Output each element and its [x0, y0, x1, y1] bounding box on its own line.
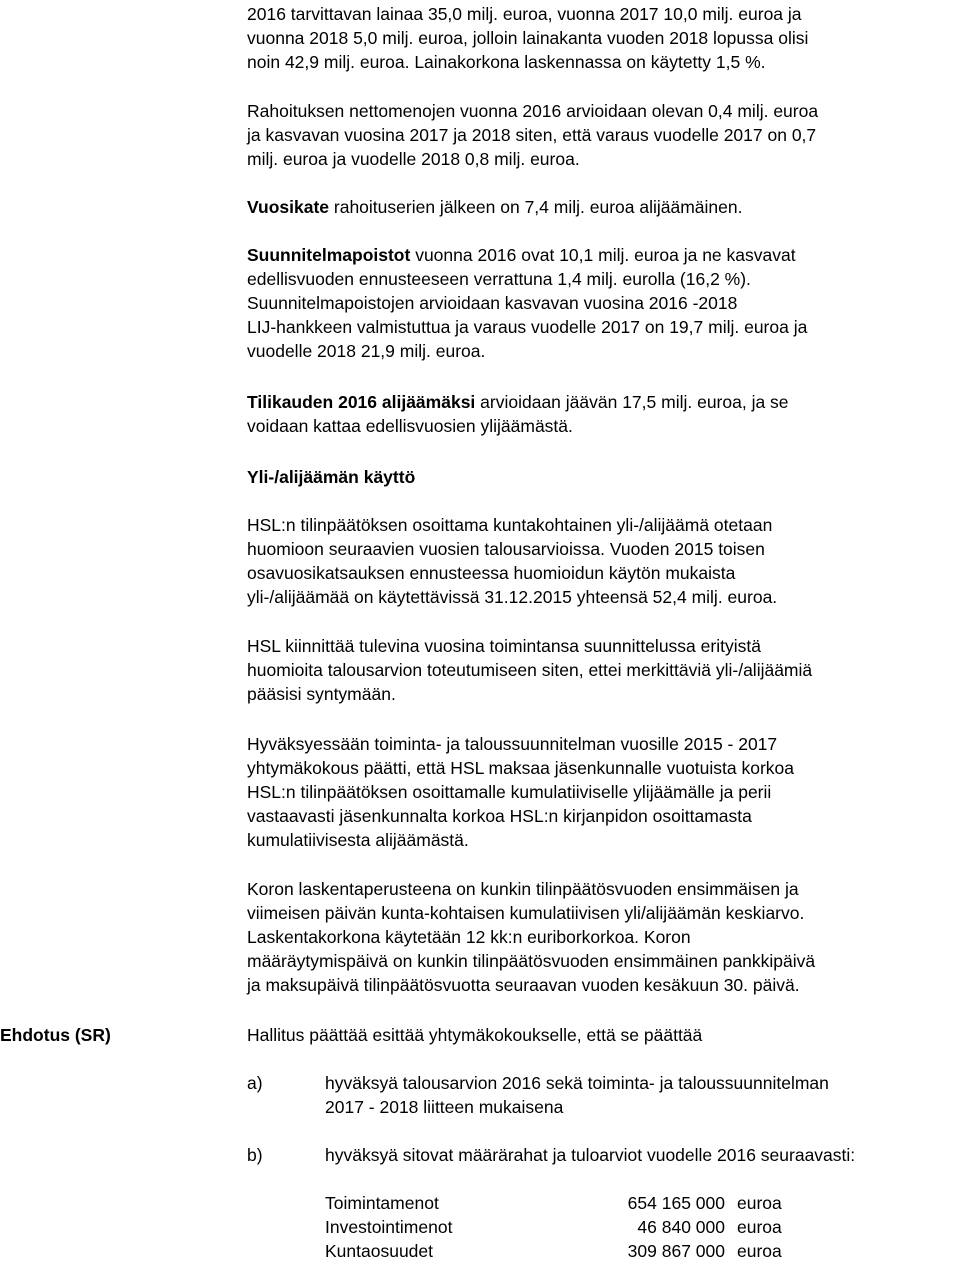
text-line	[247, 195, 952, 219]
depreciation-term: Suunnitelmapoistot	[247, 245, 411, 265]
row-unit: euroa	[737, 1193, 782, 1213]
table-row	[325, 1215, 805, 1239]
vuosikate-term: Vuosikate	[247, 197, 330, 217]
text-line: viimeisen päivän kunta-kohtaisen kumulatiivisen yli/alijäämän keskiarvo.	[247, 903, 805, 923]
text-line	[247, 390, 952, 414]
vuosikate-paragraph	[247, 195, 952, 219]
surplus-paragraph	[247, 513, 952, 609]
vuosikate-text: rahoituserien jälkeen on 7,4 milj. euroa alijäämäinen.	[329, 197, 743, 217]
list-item-text	[325, 1071, 957, 1119]
text-line: kumulatiivisesta alijäämästä.	[247, 830, 469, 850]
depreciation-paragraph	[247, 243, 952, 363]
text-line: pääsisi syntymään.	[247, 684, 396, 704]
text-line: hyväksyä talousarvion 2016 sekä toiminta- ja taloussuunnitelman	[325, 1073, 829, 1093]
text-line: milj. euroa ja vuodelle 2018 0,8 milj. euroa.	[247, 149, 580, 169]
row-label: Investointimenot	[325, 1217, 453, 1237]
table-row	[325, 1191, 805, 1215]
text-line: vuonna 2018 5,0 milj. euroa, jolloin lainakanta vuoden 2018 lopussa olisi	[247, 28, 809, 48]
row-label: Kuntaosuudet	[325, 1241, 434, 1261]
text-line: HSL:n tilinpäätöksen osoittama kuntakohtainen yli-/alijäämä otetaan	[247, 515, 773, 535]
deficit-paragraph	[247, 390, 952, 438]
text-line: 2017 - 2018 liitteen mukaisena	[325, 1097, 564, 1117]
proposal-intro	[247, 1023, 952, 1047]
text-line: huomioita talousarvion toteutumiseen siten, ettei merkittäviä yli-/alijäämiä	[247, 660, 813, 680]
list-item-text	[325, 1143, 957, 1167]
depreciation-text: vuonna 2016 ovat 10,1 milj. euroa ja ne kasvavat	[410, 245, 796, 265]
text-line: Laskentakorkona käytetään 12 kk:n euriborkorkoa. Koron	[247, 927, 691, 947]
table-row	[325, 1239, 805, 1263]
text-line: yli-/alijäämää on käytettävissä 31.12.2015 yhteensä 52,4 milj. euroa.	[247, 587, 778, 607]
row-unit: euroa	[737, 1241, 782, 1261]
loan-paragraph	[247, 2, 952, 74]
text-line: LIJ-hankkeen valmistuttua ja varaus vuodelle 2017 on 19,7 milj. euroa ja	[247, 317, 808, 337]
text-line	[247, 243, 952, 267]
list-marker: a)	[247, 1073, 263, 1093]
text-line: Rahoituksen nettomenojen vuonna 2016 arvioidaan olevan 0,4 milj. euroa	[247, 101, 819, 121]
text-line: noin 42,9 milj. euroa. Lainakorkona laskennassa on käytetty 1,5 %.	[247, 52, 766, 72]
interest-decision-paragraph	[247, 732, 952, 852]
text-line: Hallitus päättää esittää yhtymäkokoukselle, että se päättää	[247, 1025, 703, 1045]
text-line: hyväksyä sitovat määrärahat ja tuloarviot vuodelle 2016 seuraavasti:	[325, 1145, 856, 1165]
text-line: huomioon seuraavien vuosien talousarvioissa. Vuoden 2015 toisen	[247, 539, 765, 559]
text-line: edellisvuoden ennusteeseen verrattuna 1,4 milj. eurolla (16,2 %).	[247, 269, 751, 289]
proposal-label: Ehdotus (SR)	[0, 1025, 111, 1045]
section-heading-text: Yli-/alijäämän käyttö	[247, 467, 416, 487]
text-line: vastaavasti jäsenkunnalta korkoa HSL:n kirjanpidon osoittamasta	[247, 806, 752, 826]
section-heading	[247, 465, 952, 489]
text-line: ja maksupäivä tilinpäätösvuotta seuraavan vuoden kesäkuun 30. päivä.	[247, 975, 800, 995]
text-line: HSL:n tilinpäätöksen osoittamalle kumulatiiviselle ylijäämälle ja perii	[247, 782, 772, 802]
text-line: voidaan kattaa edellisvuosien ylijäämästä.	[247, 416, 573, 436]
row-amount: 309 867 000	[627, 1241, 725, 1261]
text-line: yhtymäkokous päätti, että HSL maksaa jäsenkunnalle vuotuista korkoa	[247, 758, 795, 778]
planning-paragraph	[247, 634, 952, 706]
interest-basis-paragraph	[247, 877, 952, 997]
text-line: 2016 tarvittavan lainaa 35,0 milj. euroa, vuonna 2017 10,0 milj. euroa ja	[247, 4, 802, 24]
deficit-term: Tilikauden 2016 alijäämäksi	[247, 392, 476, 412]
row-amount: 654 165 000	[627, 1193, 725, 1213]
text-line: Suunnitelmapoistojen arvioidaan kasvavan vuosina 2016 -2018	[247, 293, 738, 313]
text-line: HSL kiinnittää tulevina vuosina toimintansa suunnittelussa erityistä	[247, 636, 761, 656]
text-line: vuodelle 2018 21,9 milj. euroa.	[247, 341, 486, 361]
budget-table	[325, 1191, 805, 1263]
text-line: Koron laskentaperusteena on kunkin tilinpäätösvuoden ensimmäisen ja	[247, 879, 799, 899]
text-line: määräytymispäivä on kunkin tilinpäätösvuoden ensimmäinen pankkipäivä	[247, 951, 816, 971]
deficit-text: arvioidaan jäävän 17,5 milj. euroa, ja se	[475, 392, 789, 412]
list-marker: b)	[247, 1145, 263, 1165]
text-line: osavuosikatsauksen ennusteessa huomioidun käytön mukaista	[247, 563, 736, 583]
financing-paragraph	[247, 99, 952, 171]
row-label: Toimintamenot	[325, 1193, 439, 1213]
text-line: ja kasvavan vuosina 2017 ja 2018 siten, että varaus vuodelle 2017 on 0,7	[247, 125, 817, 145]
row-unit: euroa	[737, 1217, 782, 1237]
text-line: Hyväksyessään toiminta- ja taloussuunnitelman vuosille 2015 - 2017	[247, 734, 778, 754]
row-amount: 46 840 000	[637, 1217, 725, 1237]
